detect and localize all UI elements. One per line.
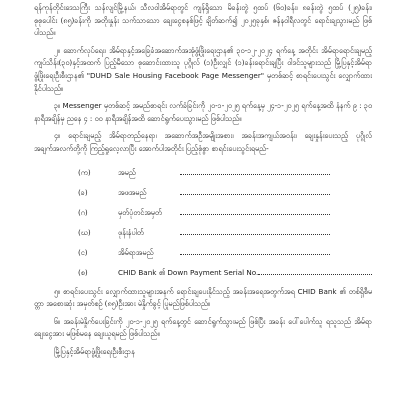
field-row (78, 162, 372, 182)
paragraph-p6: မြို့ပြနှင့်အိမ်ရာဖွံ့ဖြိုးရေးဦးစီးဌာန (54, 346, 135, 356)
body-bottom (34, 286, 372, 359)
body-top (34, 2, 372, 156)
paragraph-p5: ၆။ အခန်းမဲနှိုက်ပေးခြင်းကို ၂၀-၁-၂၀၂၅ ရက်နေ့တွင် ဆောင်ရွက်သွားမည် ဖြစ်ပြီး အခန်း ပေါ်ပေါက်သူ ရသူသည် အိမ်ရာချေးငွေအား မဖြစ်မနေ ချေးယူရမည် ဖြစ်ပါသည်။ (34, 316, 372, 339)
field-row (78, 182, 372, 202)
field-row (78, 202, 372, 222)
dotted-blank-line (180, 222, 330, 235)
paragraph-p0: ရန်ကုန်တိုင်းဒေသကြီး သန်လျင်မြို့နယ်၊ သီလဝါအိမ်ရာတွင် ကျန်ရှိသော မိခန်းတွဲ ၅ထပ် (၆၀)ခန်း၊ ၈ခန်းတွဲ ၅ထပ် (၂၅)ခန်း၊ စုစုပေါင်း (၈၅)ခန်းကို အတိုးနှုန်း သက်သာသော ချေးငွေစနစ်ဖြင့် ချိတ်ဆက်၍ ၂၀၂၅ခုနှစ်၊ ဇန်နဝါရီလတွင် ရောင်းချသွားမည် ဖြစ်ပါသည်။ (34, 3, 372, 38)
field-label: အိမ်ရာအမည် (118, 247, 154, 257)
field-number: (ခ) (78, 187, 88, 197)
field-label: မှတ်ပုံတင်အမှတ် (118, 207, 162, 217)
dotted-blank-line (180, 162, 330, 175)
field-row (78, 242, 372, 262)
registration-fields-list (78, 162, 372, 282)
field-label: အဖအမည် (118, 187, 147, 197)
dotted-blank-line (180, 202, 330, 215)
paragraph-p2: ၃။ Messenger မှတစ်ဆင့် အမည်စာရင်း လက်ခံခြင်းကို ၂၀-၁-၂၀၂၅ ရက်နေ့မှ ၂၄-၁-၂၀၂၅ ရက်နေ့အထိ နံနက် ၉ : ၃၀ နာရီအချိန်မှ ညနေ ၄ : ၀၀ နာရီအချိန်အထိ ဆောင်ရွက်ပေးသွားမည် ဖြစ်ပါသည်။ (34, 101, 372, 123)
field-label: ဖုန်းနံပါတ် (118, 227, 144, 237)
field-row (78, 222, 372, 242)
field-number: (င) (78, 247, 88, 257)
field-number: (က) (78, 167, 91, 177)
paragraph-p4: ၅။ စာရင်းပေးသွင်း လျှောက်ထားသူများအနက် ရောင်းချပေးနိုင်သည့် အခန်းအရေအတွက်အရ CHID Bank ၏ တစ်ရှိစီမတ္တာ အစေားဆုံး အမှတ်စဉ် (၈၅)ဦးအား မဲနှိုက်ခွင့် ပြုမည်ဖြစ်ပါသည်။ (34, 286, 372, 309)
field-row (78, 262, 372, 282)
field-number: (စ) (78, 267, 88, 277)
field-label: CHID Bank ၏ Down Payment Serial No. (118, 267, 259, 277)
dotted-blank-line (180, 182, 330, 195)
paragraph-p3: ၄။ ရောင်းချမည့် အိမ်ရာတည်နေရာ၊ အဆောက်အဦအမျိုးအစား၊ အခန်းအကျယ်အဝန်း၊ ချေးနှုန်းပေးသည့် ပုဂ္ဂိုလ် အချက်အလက်တို့ကို ကြည့်ရှုလေ့လာပြီး အောက်ပါအတိုင်း ပြည့်စုံစွာ စာရင်းပေးသွင်းရမည်- (34, 131, 372, 153)
field-number: (ဂ) (78, 207, 88, 217)
dotted-blank-line (258, 262, 372, 275)
field-label: အမည် (118, 167, 136, 177)
field-number: (ဃ) (78, 227, 91, 237)
dotted-blank-line (180, 242, 330, 255)
paragraph-p1: ၂။ ဆောက်လုပ်ရေး၊ အိမ်ရာနှင့်အခြေခံအဆောက်အအုံဖွံ့ဖြိုးရေးဌာန၏ ၃၀-၁၂-၂၀၂၄ ရက်နေ့ အတိုင်း အိမ်ရာရောင်းချမည့် ကျပ်သိန်း(၃၀)နှင့်အထက် ပြည့်မီသော စုဆောင်းထားသူ ပုဂ္ဂိုလ် (၁)ဦးလျှင် (၁)ခန်းရောင်းချပြီး ဝါဒင်သူများသည် မြို့ပြနှင့်အိမ်ရာဖွံ့ဖြိုးရေးဦးစီးဌာန၏ "DUHD Sale Housing Facebook Page Messenger" မှတစ်ဆင့် စာရင်းပေးသွင်း လျှောက်ထားနိုင်ပါသည်။ (34, 45, 372, 93)
